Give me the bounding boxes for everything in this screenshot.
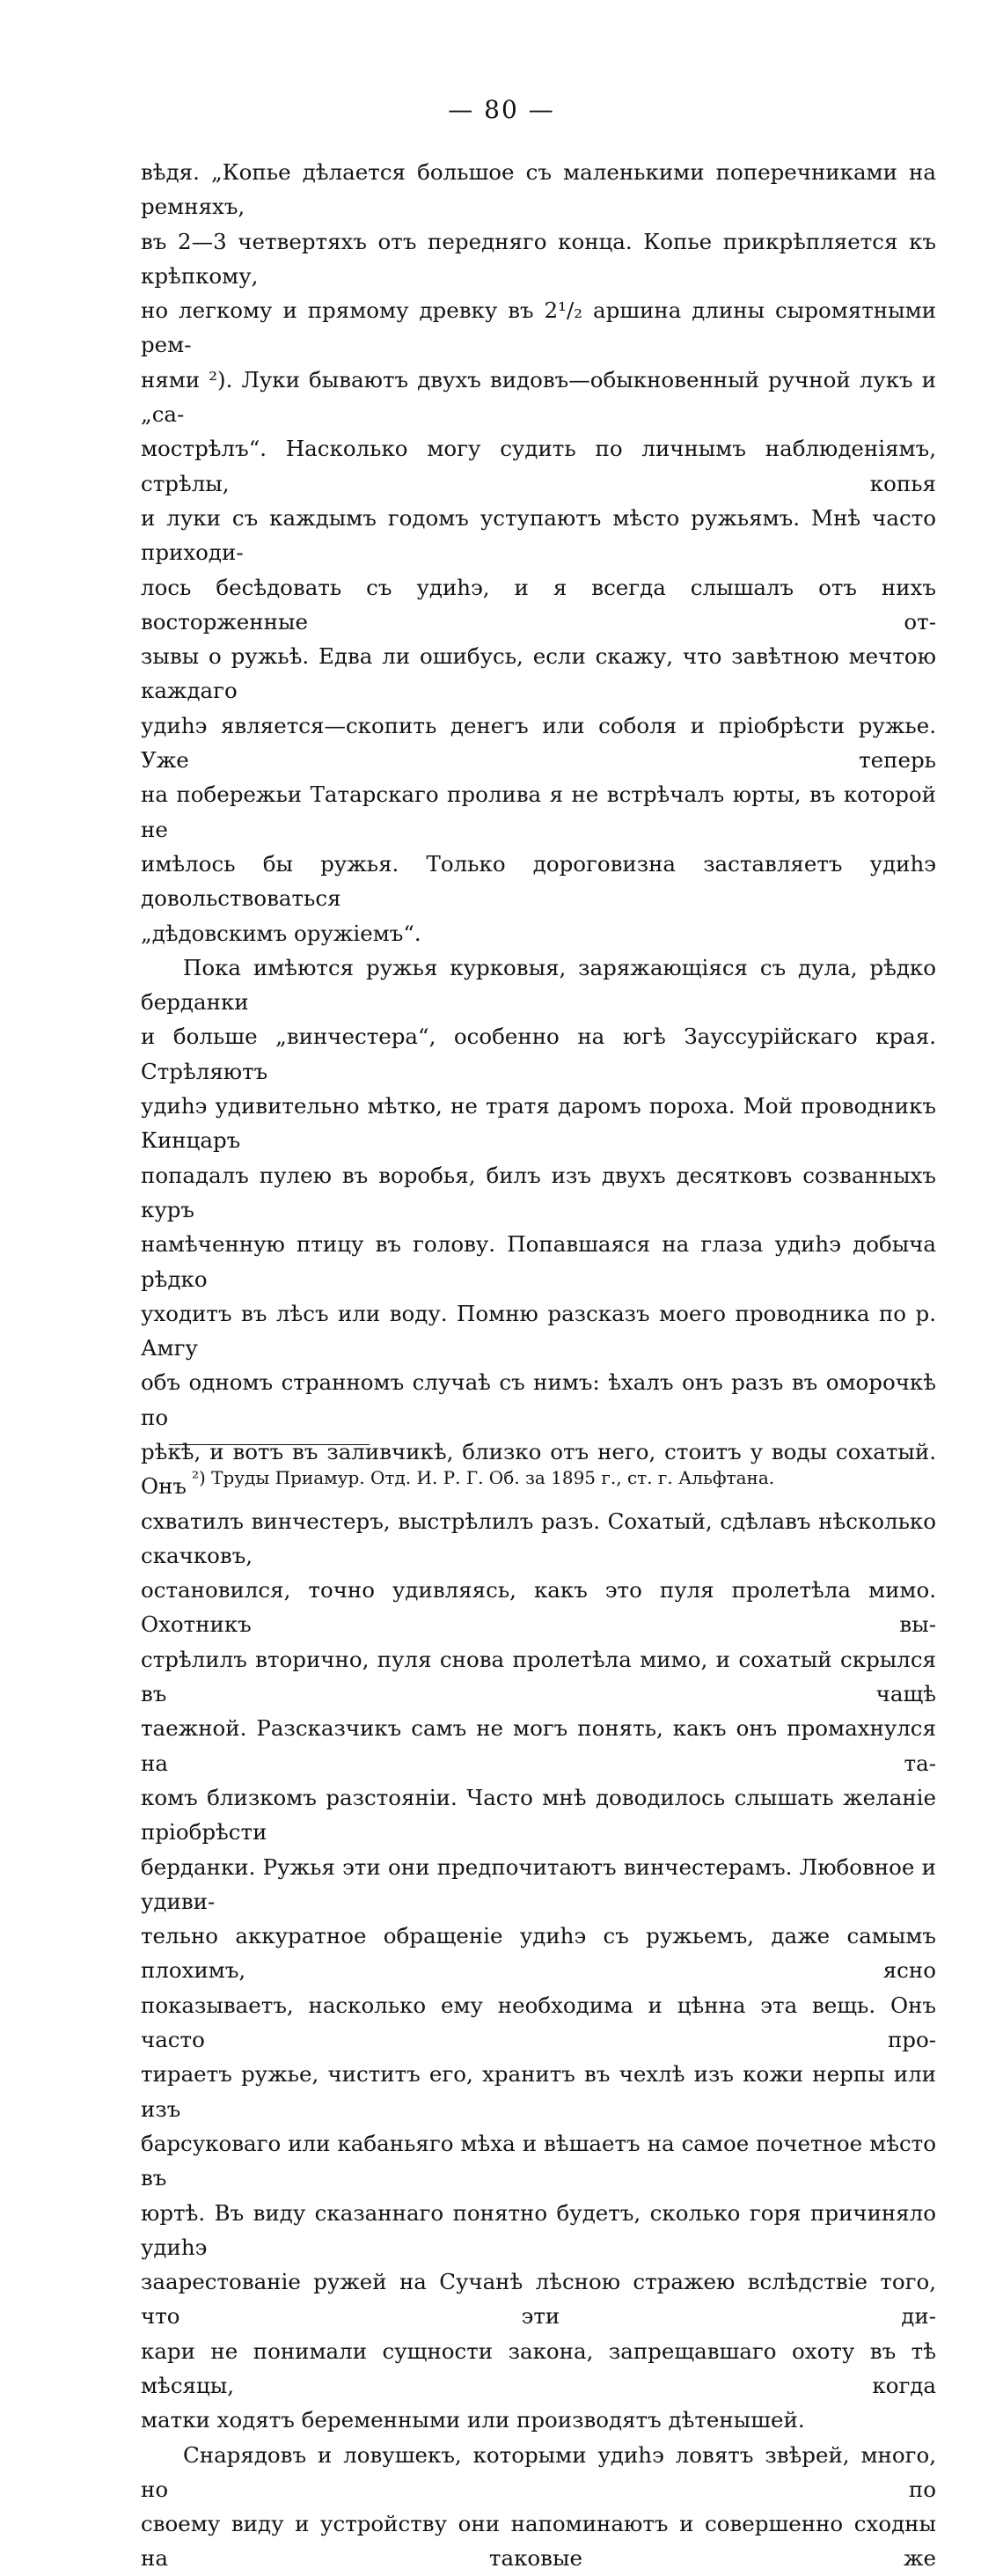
text-line: тельно аккуратное обращеніе удиһэ съ ружьемъ, даже самымъ плохимъ, ясно [141, 1923, 936, 1984]
text-line: удиһэ является—скопить денегъ или соболя и пріобрѣсти ружье. Уже теперь [141, 712, 936, 774]
text-line: мострѣлъ“. Насколько могу судить по личнымъ наблюденіямъ, стрѣлы, копья [141, 436, 936, 496]
text-line: вѣдя. „Копье дѣлается большое съ маленькими поперечниками на ремняхъ, [141, 159, 936, 220]
page-number: — 80 — [448, 95, 555, 124]
text-line: зывы о ружьѣ. Едва ли ошибусь, если скажу, что завѣтною мечтою каждаго [141, 643, 936, 704]
footnote-divider [169, 1444, 370, 1445]
text-line: нями ²). Луки бываютъ двухъ видовъ—обыкновенный ручной лукъ и „са- [141, 366, 936, 428]
text-line: и луки съ каждымъ годомъ уступаютъ мѣсто ружьямъ. Мнѣ часто приходи- [141, 504, 936, 566]
text-line: Снарядовъ и ловушекъ, которыми удиһэ ловятъ звѣрей, много, но по [141, 2441, 936, 2502]
text-line: „дѣдовскимъ оружіемъ“. [141, 920, 421, 946]
text-line: лось бесѣдовать съ удиһэ, и я всегда слышалъ отъ нихъ восторженные от- [141, 574, 936, 635]
text-line: показываетъ, насколько ему необходима и цѣнна эта вещь. Онъ часто про- [141, 1992, 936, 2053]
text-line: удиһэ удивительно мѣтко, не тратя даромъ пороха. Мой проводникъ Кинцаръ [141, 1093, 936, 1154]
text-line: юртѣ. Въ виду сказаннаго понятно будетъ, сколько горя причиняло удиһэ [141, 2199, 936, 2260]
text-line: схватилъ винчестеръ, выстрѣлилъ разъ. Сохатый, сдѣлавъ нѣсколько скачковъ, [141, 1508, 936, 1568]
footnote: ²) Труды Приамур. Отд. И. Р. Г. Об. за 1895 г., ст. г. Альфтана. [192, 1467, 775, 1488]
text-line: Пока имѣются ружья курковыя, заряжающіяся съ дула, рѣдко берданки [141, 954, 936, 1016]
text-line: кари не понимали сущности закона, запрещавшаго охоту въ тѣ мѣсяцы, когда [141, 2337, 936, 2398]
text-line: берданки. Ружья эти они предпочитаютъ винчестерамъ. Любовное и удиви- [141, 1853, 936, 1914]
text-line: барсуковаго или кабаньяго мѣха и вѣшаетъ на самое почетное мѣсто въ [141, 2130, 936, 2191]
text-line: въ 2—3 четвертяхъ отъ передняго конца. Копье прикрѣпляется къ крѣпкому, [141, 228, 936, 289]
text-line: намѣченную птицу въ голову. Попавшаяся на глаза удиһэ добыча рѣдко [141, 1231, 936, 1292]
text-line: рѣкѣ, и вотъ въ заливчикѣ, близко отъ него, стоитъ у воды сохатый. Онъ [141, 1438, 936, 1500]
text-line: но легкому и прямому древку въ 2¹/₂ аршина длины сыромятными рем- [141, 297, 936, 358]
body-text [141, 155, 936, 2576]
text-line: заарестованіе ружей на Сучанѣ лѣсною стражею вслѣдствіе того, что эти ди- [141, 2269, 936, 2330]
text-line: имѣлось бы ружья. Только дороговизна заставляетъ удиһэ довольствоваться [141, 850, 936, 912]
text-line: своему виду и устройству они напоминаютъ и совершенно сходны на таковые же [141, 2511, 936, 2572]
text-line: матки ходятъ беременными или производятъ дѣтенышей. [141, 2407, 805, 2433]
text-line: комъ близкомъ разстояніи. Часто мнѣ доводилось слышать желаніе пріобрѣсти [141, 1784, 936, 1846]
text-line: тираетъ ружье, чиститъ его, хранитъ въ чехлѣ изъ кожи нерпы или изъ [141, 2061, 936, 2122]
text-line: таежной. Разсказчикъ самъ не могъ понять, какъ онъ промахнулся на та- [141, 1715, 936, 1776]
text-line: стрѣлилъ вторично, пуля снова пролетѣла мимо, и сохатый скрылся въ чащѣ [141, 1646, 936, 1707]
text-line: остановился, точно удивляясь, какъ это пуля пролетѣла мимо. Охотникъ вы- [141, 1577, 936, 1638]
text-line: и больше „винчестера“, особенно на югѣ Зауссурійскаго края. Стрѣляютъ [141, 1024, 936, 1084]
text-line: уходитъ въ лѣсъ или воду. Помню разсказъ моего проводника по р. Амгу [141, 1300, 936, 1361]
text-line: на побережьи Татарскаго пролива я не встрѣчалъ юрты, въ которой не [141, 782, 936, 842]
text-line: объ одномъ странномъ случаѣ съ нимъ: ѣхалъ онъ разъ въ оморочкѣ по [141, 1369, 936, 1430]
text-line: попадалъ пулею въ воробья, билъ изъ двухъ десятковъ созванныхъ куръ [141, 1162, 936, 1222]
